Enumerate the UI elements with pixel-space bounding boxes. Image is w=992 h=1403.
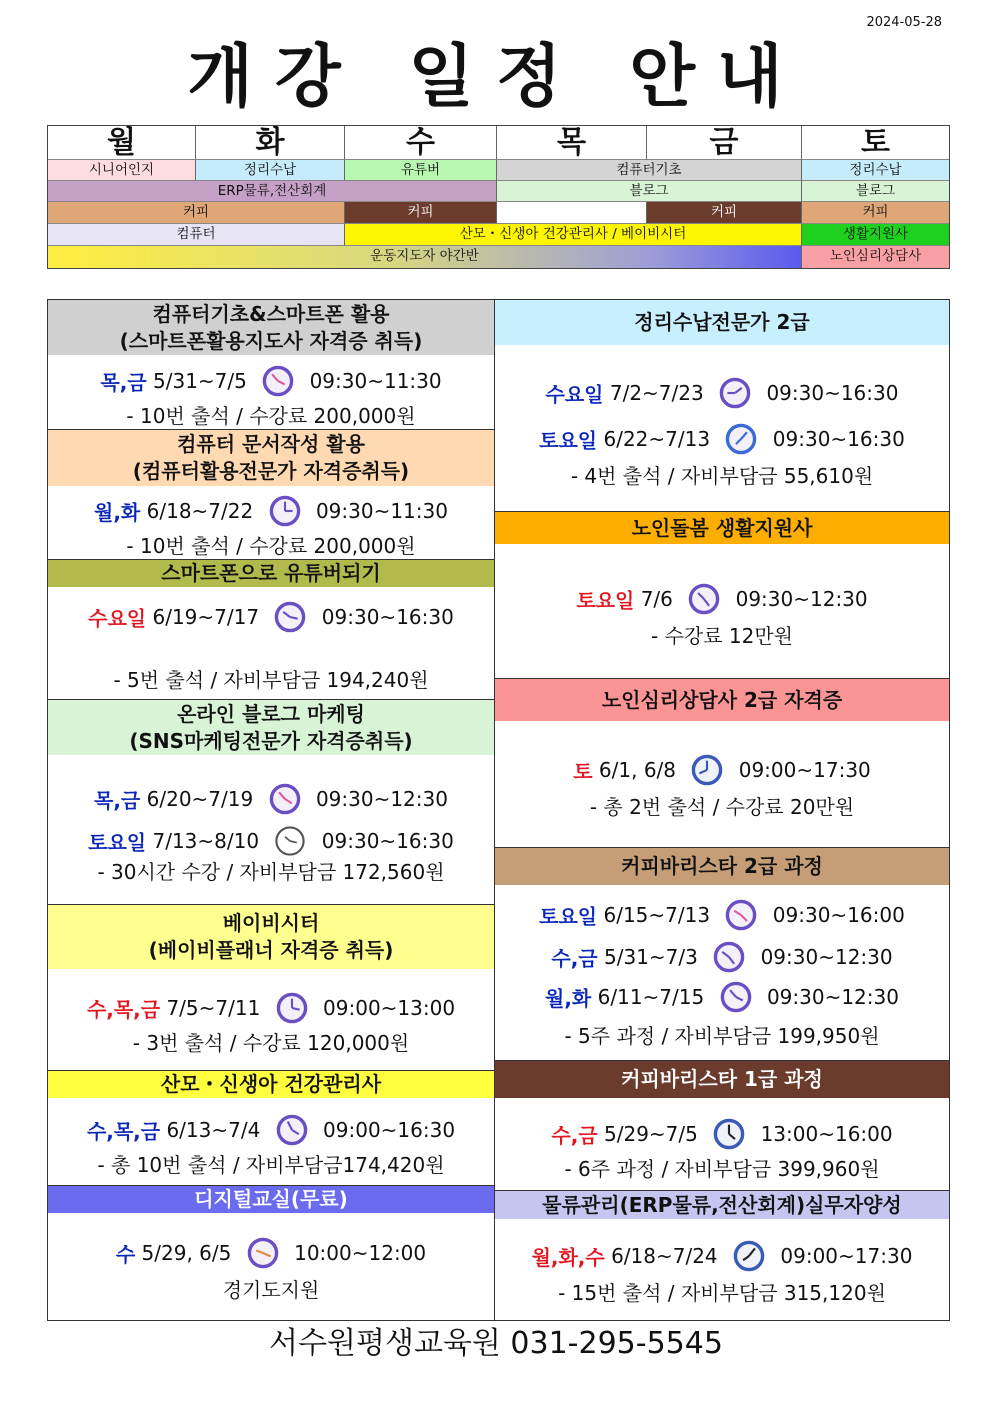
- day-header-mon: 월: [48, 126, 196, 160]
- course-period: 5/29~7/5: [604, 1122, 698, 1146]
- course-days: 수,목,금: [86, 997, 161, 1022]
- schedule-line: [48, 494, 494, 528]
- schedule-line: [48, 364, 494, 398]
- schedule-line-2: [495, 422, 949, 456]
- course-title-line1: 커피바리스타 2급 과정: [621, 854, 823, 878]
- course-title: [48, 1186, 494, 1213]
- clock-icon: [690, 753, 724, 787]
- course-card-youtuber: [47, 559, 495, 700]
- clock-icon: [732, 1239, 766, 1273]
- course-time: 09:30~12:30: [766, 985, 899, 1009]
- course-time: 09:30~11:30: [315, 499, 448, 523]
- course-days: 수요일: [545, 382, 604, 407]
- course-title-line1: 노인심리상담사 2급 자격증: [601, 687, 843, 712]
- course-days: 목,금: [94, 788, 141, 813]
- day-header-fri: 금: [647, 126, 802, 160]
- course-days: 토요일: [576, 588, 635, 613]
- course-title-line2: (베이비플래너 자격증 취득): [148, 938, 394, 962]
- course-title-line1: 정리수납전문가 2급: [634, 310, 810, 334]
- slot-coffee-sat: 커피: [802, 202, 949, 224]
- course-period: 6/18~7/22: [146, 499, 254, 523]
- course-card-computer-smartphone: [47, 299, 495, 430]
- slot-senior-cognition: 시니어인지: [48, 160, 196, 181]
- course-note: - 10번 출석 / 수강료 200,000원: [126, 404, 416, 428]
- course-note: - 15번 출석 / 자비부담금 315,120원: [558, 1281, 886, 1305]
- slot-exercise-instructor: 운동지도자 야간반: [48, 246, 802, 268]
- page-title: 개강 일정 안내: [187, 37, 805, 117]
- course-time: 10:00~12:00: [294, 1241, 427, 1265]
- clock-icon: [275, 991, 309, 1025]
- slot-elderly-counselor: 노인심리상담사: [802, 246, 949, 268]
- course-card-elderly-care: [494, 511, 950, 679]
- schedule-line: [495, 753, 949, 787]
- course-title-line1: 컴퓨터기초&스마트폰 활용: [152, 301, 390, 326]
- course-period: 5/31~7/5: [153, 369, 247, 393]
- course-days: 월,화: [545, 986, 592, 1011]
- course-time: 09:00~17:30: [738, 758, 871, 782]
- schedule-line-2: [48, 824, 494, 858]
- schedule-line: [48, 1236, 494, 1270]
- course-title-line1: 노인돌봄 생활지원사: [631, 515, 813, 540]
- course-title: [48, 560, 494, 587]
- course-card-barista-1: [494, 1060, 950, 1191]
- clock-icon: [268, 782, 302, 816]
- course-title: [48, 300, 494, 355]
- slot-youtuber: 유튜버: [345, 160, 497, 181]
- day-header-wed: 수: [345, 126, 497, 160]
- clock-icon: [246, 1236, 280, 1270]
- schedule-line: [48, 782, 494, 816]
- document-date: 2024-05-28: [866, 15, 942, 30]
- course-title-line2: (스마트폰활용지도사 자격증 취득): [119, 328, 423, 353]
- course-days: 월,화: [94, 500, 141, 525]
- course-title: [495, 512, 949, 544]
- course-title-line1: 커피바리스타 1급 과정: [621, 1067, 823, 1091]
- course-title-line1: 물류관리(ERP물류,전산회계)실무자양성: [542, 1192, 902, 1217]
- course-time: 09:30~16:30: [772, 427, 905, 451]
- course-card-babysitter: [47, 904, 495, 1071]
- course-note: - 10번 출석 / 수강료 200,000원: [126, 534, 416, 558]
- course-note: - 3번 출석 / 수강료 120,000원: [132, 1031, 410, 1055]
- clock-icon: [273, 824, 307, 858]
- clock-icon: [687, 582, 721, 616]
- day-header-thu: 목: [497, 126, 647, 160]
- footer-contact: 서수원평생교육원 031-295-5545: [269, 1326, 723, 1361]
- course-note: - 5주 과정 / 자비부담금 199,950원: [564, 1024, 880, 1048]
- course-note: - 4번 출석 / 자비부담금 55,610원: [570, 464, 874, 488]
- course-period: 7/6: [640, 587, 673, 611]
- course-note: - 5번 출석 / 자비부담금 194,240원: [113, 668, 429, 692]
- clock-icon: [724, 898, 758, 932]
- course-title-line1: 스마트폰으로 유튜버되기: [161, 561, 381, 585]
- course-title-line2: (컴퓨터활용전문가 자격증취득): [132, 459, 410, 483]
- schedule-line: [495, 582, 949, 616]
- course-period: 6/20~7/19: [146, 787, 254, 811]
- schedule-line: [48, 600, 494, 634]
- course-title-line1: 산모・신생아 건강관리사: [160, 1072, 382, 1096]
- course-time: 13:00~16:00: [760, 1122, 893, 1146]
- course-title: [495, 1191, 949, 1219]
- course-period: 6/11~7/15: [597, 985, 705, 1009]
- course-card-logistics: [494, 1190, 950, 1321]
- course-period: 6/19~7/17: [152, 605, 260, 629]
- day-header-tue: 화: [196, 126, 345, 160]
- course-time: 09:30~12:30: [760, 945, 893, 969]
- slot-postpartum-babysitter: 산모・신생아 건강관리사 / 베이비시터: [345, 224, 802, 246]
- clock-icon: [261, 364, 295, 398]
- course-note: - 6주 과정 / 자비부담금 399,960원: [564, 1157, 880, 1181]
- slot-blog-sat: 블로그: [802, 181, 949, 202]
- clock-icon: [712, 1117, 746, 1151]
- course-period: 6/15~7/13: [603, 903, 711, 927]
- course-note: - 총 2번 출석 / 수강료 20만원: [589, 795, 855, 819]
- course-time: 09:30~12:30: [735, 587, 868, 611]
- course-time: 09:00~13:00: [323, 996, 456, 1020]
- clock-icon: [712, 940, 746, 974]
- course-time: 09:30~16:00: [772, 903, 905, 927]
- course-title: [495, 848, 949, 885]
- course-time: 09:00~16:30: [323, 1118, 456, 1142]
- schedule-line: [495, 1117, 949, 1151]
- slot-coffee-wed: 커피: [345, 202, 497, 224]
- course-period: 6/1, 6/8: [598, 758, 677, 782]
- course-card-document-writing: [47, 429, 495, 560]
- schedule-line-3: [495, 980, 949, 1014]
- slot-empty-thu: [497, 202, 647, 224]
- course-time: 09:30~11:30: [309, 369, 442, 393]
- course-card-organizing-expert: [494, 299, 950, 512]
- slot-organizing-sat: 정리수납: [802, 160, 949, 181]
- course-days: 수,목,금: [86, 1119, 161, 1144]
- course-title-line1: 베이비시터: [222, 911, 320, 935]
- course-days: 수: [115, 1242, 136, 1267]
- slot-computer: 컴퓨터: [48, 224, 345, 246]
- course-title-line1: 컴퓨터 문서작성 활용: [177, 432, 365, 456]
- schedule-line: [495, 898, 949, 932]
- clock-icon: [719, 980, 753, 1014]
- course-card-postpartum: [47, 1070, 495, 1186]
- course-time: 09:30~12:30: [315, 787, 448, 811]
- course-period: 5/29, 6/5: [141, 1241, 232, 1265]
- course-title: [48, 700, 494, 755]
- schedule-line: [495, 1239, 949, 1273]
- slot-organizing: 정리수납: [196, 160, 345, 181]
- course-card-digital-class: [47, 1185, 495, 1321]
- course-card-elderly-counselor: [494, 678, 950, 848]
- course-period: 6/22~7/13: [603, 427, 711, 451]
- course-time: 09:00~17:30: [780, 1244, 913, 1268]
- course-note: - 총 10번 출석 / 자비부담금174,420원: [97, 1153, 445, 1177]
- clock-icon: [724, 422, 758, 456]
- course-note: - 수강료 12만원: [651, 624, 793, 648]
- course-days: 토요일: [88, 830, 147, 855]
- course-days: 토요일: [539, 428, 598, 453]
- clock-icon: [273, 600, 307, 634]
- course-title-line1: 온라인 블로그 마케팅: [177, 701, 365, 726]
- slot-computer-basics: 컴퓨터기초: [497, 160, 802, 181]
- course-days: 월,화,수: [531, 1245, 605, 1270]
- course-card-barista-2: [494, 847, 950, 1061]
- course-period: 6/18~7/24: [611, 1244, 718, 1268]
- course-title: [48, 430, 494, 486]
- course-title: [48, 1071, 494, 1098]
- course-period: 7/5~7/11: [166, 996, 261, 1020]
- clock-icon: [718, 376, 752, 410]
- course-days: 토: [573, 759, 593, 784]
- course-days: 토요일: [539, 904, 598, 929]
- course-title: [495, 300, 949, 345]
- schedule-line: [48, 1113, 494, 1147]
- course-period: 5/31~7/3: [604, 945, 698, 969]
- course-title-line2: (SNS마케팅전문가 자격증취득): [129, 728, 413, 753]
- course-days: 수,금: [551, 1123, 598, 1148]
- clock-icon: [268, 494, 302, 528]
- day-header-sat: 토: [802, 126, 949, 160]
- course-days: 수,금: [551, 946, 598, 971]
- course-time: 09:30~16:30: [321, 829, 454, 853]
- course-title: [495, 679, 949, 721]
- slot-erp: ERP물류,전산회계: [48, 181, 497, 202]
- course-period: 7/13~8/10: [152, 829, 260, 853]
- course-note: - 30시간 수강 / 자비부담금 172,560원: [97, 860, 445, 884]
- course-time: 09:30~16:30: [321, 605, 454, 629]
- schedule-line-2: [495, 940, 949, 974]
- slot-coffee-montue: 커피: [48, 202, 345, 224]
- weekly-schedule-grid: [47, 125, 950, 269]
- course-card-blog-marketing: [47, 699, 495, 905]
- course-time: 09:30~16:30: [766, 381, 899, 405]
- slot-life-support: 생활지원사: [802, 224, 949, 246]
- course-days: 목,금: [100, 370, 147, 395]
- course-title: [495, 1061, 949, 1098]
- course-title: [48, 905, 494, 969]
- course-title-line1: 디지털교실(무료): [194, 1187, 348, 1211]
- course-note: 경기도지원: [222, 1278, 320, 1302]
- schedule-line: [495, 376, 949, 410]
- clock-icon: [275, 1113, 309, 1147]
- slot-coffee-fri: 커피: [647, 202, 802, 224]
- course-period: 7/2~7/23: [609, 381, 704, 405]
- course-period: 6/13~7/4: [166, 1118, 261, 1142]
- schedule-line: [48, 991, 494, 1025]
- slot-blog: 블로그: [497, 181, 802, 202]
- course-days: 수요일: [88, 606, 147, 631]
